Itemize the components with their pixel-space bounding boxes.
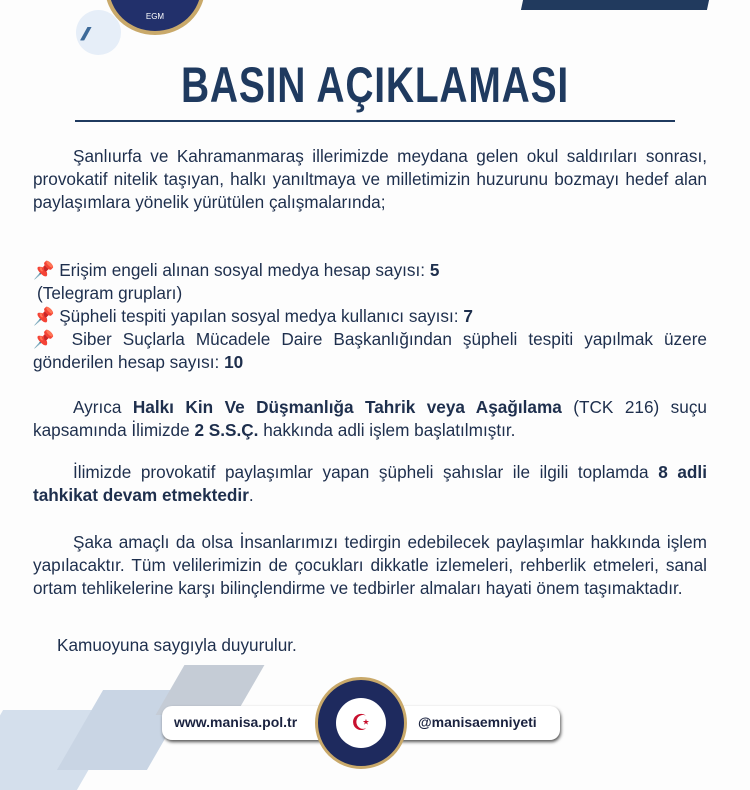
text: İlimizde provokatif paylaşımlar yapan şüpheli şahıslar ile ilgili toplamda xyxy=(73,462,659,482)
bullet-text: Şüpheli tespiti yapılan sosyal medya kullanıcı sayısı: xyxy=(59,306,459,326)
bullet-value: 5 xyxy=(429,260,440,280)
stripes-icon: /// xyxy=(78,24,89,44)
website-link[interactable]: www.manisa.pol.tr xyxy=(174,714,298,730)
paragraph-warning: Şaka amaçlı da olsa İnsanlarımızı tedirgin edebilecek paylaşımlar hakkında işlem yapılacaktır. Tüm velilerimizin de çocukları dikkatle izlemeleri, rehberlik etmeleri, sanal ortam tehlikelerine karşı bilinçlendirme ve tedbirler almaları hayati önem taşımaktadır. xyxy=(33,532,707,598)
text: hakkında adli işlem başlatılmıştır. xyxy=(258,420,516,440)
intro-paragraph: Şanlıurfa ve Kahramanmaraş illerimizde meydana gelen okul saldırıları sonrası, provokatif nitelik taşıyan, halkı yanıltmaya ve milletimizin huzurunu bozmayı hedef alan paylaşımlara yönelik yürütülen çalışmalarında; xyxy=(33,146,707,212)
text: (TCK 216) suçu kapsamında İlimizde xyxy=(33,397,707,440)
top-decorative-bar xyxy=(521,0,709,10)
text-bold: 8 adli tahkikat devam etmektedir xyxy=(33,462,707,505)
bullet-item xyxy=(33,305,707,328)
social-handle[interactable]: @manisaemniyeti xyxy=(418,714,537,730)
bullet-item xyxy=(33,328,707,374)
bullet-item xyxy=(33,259,707,282)
pin-icon: 📌 xyxy=(33,306,55,326)
bullet-value: 10 xyxy=(224,352,244,372)
text: Ayrıca xyxy=(73,397,133,417)
star-crescent-icon: ☪ xyxy=(336,698,386,748)
bullet-text: Erişim engeli alınan sosyal medya hesap sayısı: xyxy=(59,260,426,280)
bullet-list xyxy=(33,259,707,374)
paragraph-tck xyxy=(33,396,707,442)
seal-text: EGM xyxy=(145,12,165,21)
text-bold: 2 S.S.Ç. xyxy=(194,420,259,440)
paragraph-investigation xyxy=(33,461,707,507)
manisa-police-seal-logo xyxy=(315,677,407,769)
bullet-text: Siber Suçlarla Mücadele Daire Başkanlığından şüpheli tespiti yapılmak üzere gönderilen hesap sayısı: xyxy=(33,329,707,372)
closing-line: Kamuoyuna saygıyla duyurulur. xyxy=(57,635,297,655)
bullet-note: (Telegram grupları) xyxy=(37,283,183,303)
text-bold: Halkı Kin Ve Düşmanlığa Tahrik veya Aşağılama xyxy=(132,397,562,417)
title-divider xyxy=(75,120,675,122)
text: . xyxy=(248,485,254,505)
page-title: BASIN AÇIKLAMASI xyxy=(180,57,570,113)
bullet-value: 7 xyxy=(463,306,473,326)
pin-icon: 📌 xyxy=(33,329,61,349)
pin-icon: 📌 xyxy=(33,260,55,280)
